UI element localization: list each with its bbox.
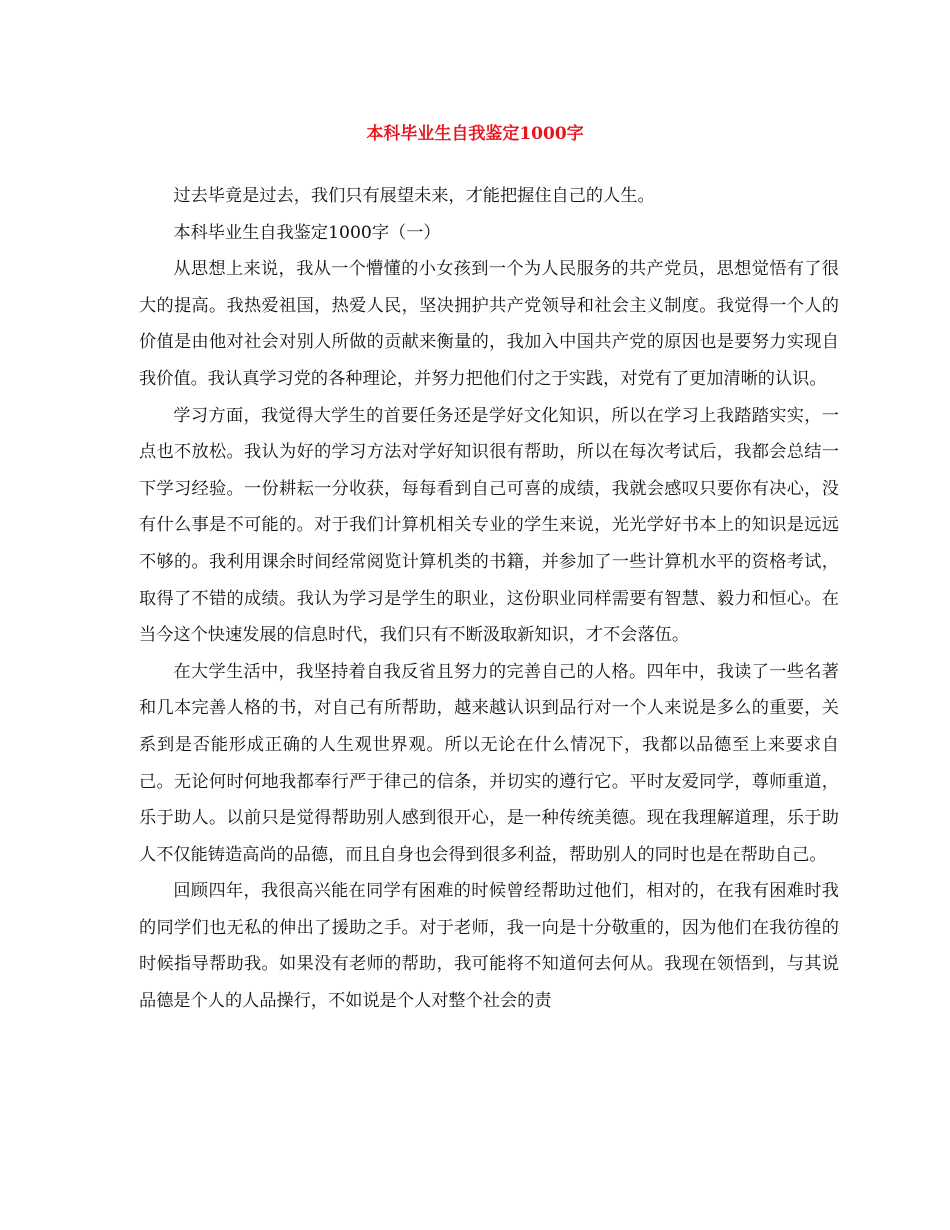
paragraph-review: 回顾四年，我很高兴能在同学有困难的时候曾经帮助过他们，相对的，在我有困难时我的同学们也无私的伸出了援助之手。对于老师，我一向是十分敬重的，因为他们在我彷徨的时候指导帮助我。如果没有老师的帮助，我可能将不知道何去何从。我现在领悟到，与其说品德是个人的人品操行，不如说是个人对整个社会的责 — [139, 881, 839, 1012]
paragraph-thought: 从思想上来说，我从一个懵懂的小女孩到一个为人民服务的共产党员，思想觉悟有了很大的提高。我热爱祖国，热爱人民，坚决拥护共产党领导和社会主义制度。我觉得一个人的价值是由他对社会对别人所做的贡献来衡量的，我加入中国共产党的原因也是要努力实现自我价值。我认真学习党的各种理论，并努力把他们付之于实践，对党有了更加清晰的认识。 — [139, 259, 839, 389]
paragraph-study: 学习方面，我觉得大学生的首要任务还是学好文化知识，所以在学习上我踏踏实实，一点也不放松。我认为好的学习方法对学好知识很有帮助，所以在每次考试后，我都会总结一下学习经验。一份耕耘一分收获，每每看到自己可喜的成绩，我就会感叹只要你有决心，没有什么事是不可能的。对于我们计算机相关专业的学生来说，光光学好书本上的知识是远远不够的。我利用课余时间经常阅览计算机类的书籍，并参加了一些计算机水平的资格考试，取得了不错的成绩。我认为学习是学生的职业，这份职业同样需要有智慧、毅力和恒心。在当今这个快速发展的信息时代，我们只有不断汲取新知识，才不会落伍。 — [139, 405, 839, 646]
section-heading: 本科毕业生自我鉴定1000字（一） — [173, 222, 441, 243]
document-body — [139, 178, 839, 1020]
document-title: 本科毕业生自我鉴定1000字 — [366, 124, 584, 144]
paragraph-intro: 过去毕竟是过去，我们只有展望未来，才能把握住自己的人生。 — [173, 186, 655, 206]
paragraph-character: 在大学生活中，我坚持着自我反省且努力的完善自己的人格。四年中，我读了一些名著和几本完善人格的书，对自己有所帮助，越来越认识到品行对一个人来说是多么的重要，关系到是否能形成正确的人生观世界观。所以无论在什么情况下，我都以品德至上来要求自己。无论何时何地我都奉行严于律己的信条，并切实的遵行它。平时友爱同学，尊师重道，乐于助人。以前只是觉得帮助别人感到很开心，是一种传统美德。现在我理解道理，乐于助人不仅能铸造高尚的品德，而且自身也会得到很多利益，帮助别人的同时也是在帮助自己。 — [139, 661, 839, 865]
